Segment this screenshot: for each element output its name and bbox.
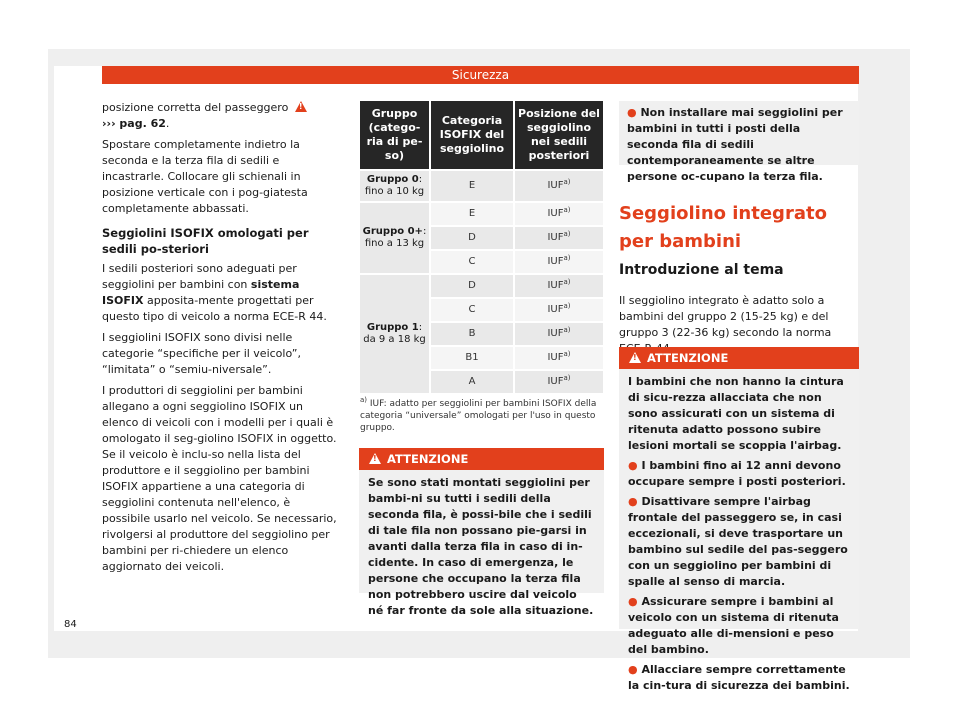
page-reference-link[interactable]: ››› pag. 62 <box>102 117 166 130</box>
list-item: ● Allacciare sempre correttamente la cin-tura di sicurezza dei bambini. <box>628 663 850 692</box>
position-cell: IUF$^{a)}$ <box>514 170 603 202</box>
position-cell: IUF$^{a)}$ <box>514 298 603 322</box>
warning-triangle-icon <box>295 101 307 112</box>
warning-header: !ATTENZIONE <box>359 448 604 470</box>
paragraph-3: I sedili posteriori sono adeguati per seggiolini per bambini con sistema ISOFIX apposita-mente progettati per questo tipo di veicolo a norma ECE-R 44. <box>102 262 327 323</box>
category-cell: B1 <box>430 346 514 370</box>
group-cell: Gruppo 0+: fino a 13 kg <box>360 202 430 274</box>
table-row <box>360 202 603 226</box>
position-cell: IUF$^{a)}$ <box>514 370 603 393</box>
section-intro: Il seggiolino integrato è adatto solo a bambini del gruppo 2 (15-25 kg) e del gruppo 3 (22-36 kg) secondo la norma <box>619 294 832 339</box>
category-cell: D <box>430 274 514 298</box>
warning-box-seats <box>359 448 604 617</box>
position-cell: IUF$^{a)}$ <box>514 322 603 346</box>
section-header: Sicurezza <box>102 66 859 84</box>
table-header-group: Gruppo (catego-ria di pe-so) <box>360 101 430 170</box>
table-header-category: Categoria ISOFIX del seggiolino <box>430 101 514 170</box>
warning-triangle-icon <box>369 453 381 464</box>
bullet-icon: ● <box>628 495 638 508</box>
list-item: ● Disattivare sempre l'airbag frontale del passeggero se, in casi eccezionali, si deve trasportare un bambino sul sedile del pas-seggero con un seggiolino per bambini di spalle al senso di marcia. <box>628 495 848 588</box>
category-cell: D <box>430 226 514 250</box>
section-subtitle: Introduzione al tema <box>619 262 784 278</box>
position-cell: IUF$^{a)}$ <box>514 226 603 250</box>
category-cell: E <box>430 170 514 202</box>
group-cell: Gruppo 0: fino a 10 kg <box>360 170 430 202</box>
category-cell: A <box>430 370 514 393</box>
position-cell: IUF$^{a)}$ <box>514 250 603 274</box>
left-column <box>102 100 340 580</box>
category-cell: B <box>430 322 514 346</box>
warning-continuation-box: ● Non installare mai seggiolini per bambini in tutti i posti della seconda fila di sedili contemporaneamente se altre persone oc-cupano la terza fila. <box>619 101 859 165</box>
position-cell: IUF$^{a)}$ <box>514 346 603 370</box>
table-footnote: $^{a)}$ IUF: adatto per seggiolini per bambini ISOFIX della categoria “universale” omologati per l'uso in questo gruppo. <box>360 396 597 433</box>
table-row <box>360 274 603 298</box>
table-row <box>360 170 603 202</box>
group-cell: Gruppo 1: da 9 a 18 kg <box>360 274 430 393</box>
isofix-table <box>360 101 603 393</box>
position-cell: IUF$^{a)}$ <box>514 202 603 226</box>
warning-body: I bambini che non hanno la cintura di sicu-rezza allacciata che non sono assicurati con un sistema di ritenuta adatto possono subire lesioni mortali se scoppia l'airbag. ● I bambini fino ai 12 anni devono occupare sempre i posti posteriori. ● Disattivare sempre l'airbag frontale del passeggero se, in casi eccezionali, si deve trasportare un bambino sul sedile del pas-seggero con un seggiolino per bambini di spalle al senso di marcia. ● Assicurare sempre i bambini al veicolo con un sistema di ritenuta adeguato alle di-mensioni e peso del bambino. ● Allacciare sempre correttamente la cin-tura di sicurezza dei bambini. <box>628 375 850 692</box>
list-item: ● Assicurare sempre i bambini al veicolo con un sistema di ritenuta adeguato alle di-mensioni e peso del bambino. <box>628 595 839 656</box>
warning-box-children <box>619 347 859 692</box>
list-item: ● I bambini fino ai 12 anni devono occupare sempre i posti posteriori. <box>628 459 846 488</box>
table-header-position: Posizione del seggiolino nei sedili posteriori <box>514 101 603 170</box>
position-cell: IUF$^{a)}$ <box>514 274 603 298</box>
warning-body: Se sono stati montati seggiolini per bambi-ni su tutti i sedili della seconda fila, è possi-bile che i sedili di tale fila non possano pie-garsi in avanti dalla terza fila in caso di in-cidente. In caso di emergenza, le persone che occupano la terza fila non potrebbero uscire dal veicolo né far fronte da sole alla situazione. <box>368 476 594 617</box>
category-cell: C <box>430 250 514 274</box>
paragraph-4: I seggiolini ISOFIX sono divisi nelle categorie “specifiche per il veicolo”, “limitata” o “semiu-niversale”. <box>102 331 301 376</box>
page-number: 84 <box>64 619 77 630</box>
bullet-icon: ● <box>627 106 637 119</box>
category-cell: E <box>430 202 514 226</box>
paragraph-2: Spostare completamente indietro la seconda e la terza fila di sedili e incastrarle. Collocare gli schienali in posizione verticale con i pog-giatesta completamente abbassati. <box>102 138 308 215</box>
paragraph-5: I produttori di seggiolini per bambini allegano a ogni seggiolino ISOFIX un elenco di veicoli con i modelli per i quali è omologato il seg-giolino ISOFIX in oggetto. Se il veicolo è inclu-so nella lista del produttore e il seggiolino per bambini ISOFIX appartiene a una categoria di seggiolini contenuta nell'elenco, è possibile usarlo nel veicolo. Se necessario, rivolgersi al produttore del seggiolino per bambini per ri-chiedere un elenco aggiornato dei veicoli. <box>102 384 337 573</box>
paragraph-1: posizione corretta del passeggero ! ››› pag. 62. <box>102 100 340 132</box>
category-cell: C <box>430 298 514 322</box>
bullet-icon: ● <box>628 663 638 676</box>
isofix-heading: Seggiolini ISOFIX omologati per sedili po-steriori <box>102 226 309 256</box>
bullet-icon: ● <box>628 595 638 608</box>
warning-header: !ATTENZIONE <box>619 347 859 369</box>
bullet-icon: ● <box>628 459 638 472</box>
section-title: Seggiolino integrato per bambini <box>619 203 827 252</box>
warning-triangle-icon <box>629 352 641 363</box>
